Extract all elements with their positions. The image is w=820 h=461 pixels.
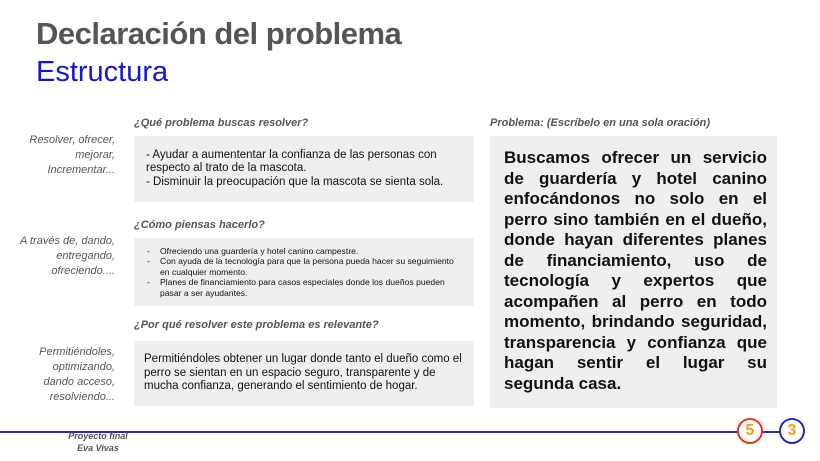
list-item: - Planes de financiamiento para casos especiales donde los dueños pueden pasar a ser ayudantes. bbox=[160, 277, 464, 298]
problem-label: Problema: (Escríbelo en una sola oración) bbox=[490, 117, 711, 129]
answer-box-why bbox=[134, 341, 474, 406]
answer-line: - Ayudar a aumententar la confianza de las personas con respecto al trato de la mascota. bbox=[146, 148, 437, 175]
question-label-why: ¿Por qué resolver este problema es relevante? bbox=[134, 319, 379, 331]
footer-project: Proyecto final bbox=[68, 431, 128, 441]
answer-text: Permitiéndoles obtener un lugar donde tanto el dueño como el perro se sientan en un espacio seguro, transparente y de mucha confianza, generando el sentimiento de hogar. bbox=[144, 353, 462, 393]
number-badge-3: 3 bbox=[779, 418, 805, 444]
answer-box-what bbox=[134, 136, 474, 202]
hint-verbs-3: Permitiéndoles, optimizando, dando acceso, resolviendo... bbox=[39, 346, 115, 403]
footer-author: Eva Vivas bbox=[77, 443, 119, 453]
page-subtitle: Estructura bbox=[36, 56, 169, 88]
hint-verbs-2: A través de, dando, entregando, ofreciendo.... bbox=[20, 235, 115, 277]
problem-statement-text: Buscamos ofrecer un servicio de guardería y hotel canino enfocándonos no solo en el perro sino también en el dueño, donde hayan diferentes planes de financiamiento, uso de tecnología y expertos que acompañen al perro en todo momento, brindando seguridad, transparencia y confianza que hagan sentir el lugar su segunda casa. bbox=[504, 148, 767, 393]
hint-verbs-1: Resolver, ofrecer, mejorar, Incrementar... bbox=[29, 134, 115, 176]
question-label-what: ¿Qué problema buscas resolver? bbox=[134, 117, 309, 129]
problem-statement-box bbox=[490, 136, 777, 408]
question-label-how: ¿Cómo piensas hacerlo? bbox=[134, 219, 265, 231]
number-badge-5: 5 bbox=[737, 418, 763, 444]
answer-bullet-list bbox=[144, 246, 464, 299]
answer-box-how bbox=[134, 238, 474, 306]
answer-line: - Disminuir la preocupación que la mascota se sienta sola. bbox=[146, 175, 444, 188]
page-title: Declaración del problema bbox=[36, 16, 402, 51]
footer-credit bbox=[28, 430, 168, 454]
list-item: - Con ayuda de la tecnología para que la persona pueda hacer su seguimiento en cualquier momento. bbox=[160, 256, 464, 277]
list-item: - Ofreciendo una guardería y hotel canino campestre. bbox=[160, 246, 464, 257]
